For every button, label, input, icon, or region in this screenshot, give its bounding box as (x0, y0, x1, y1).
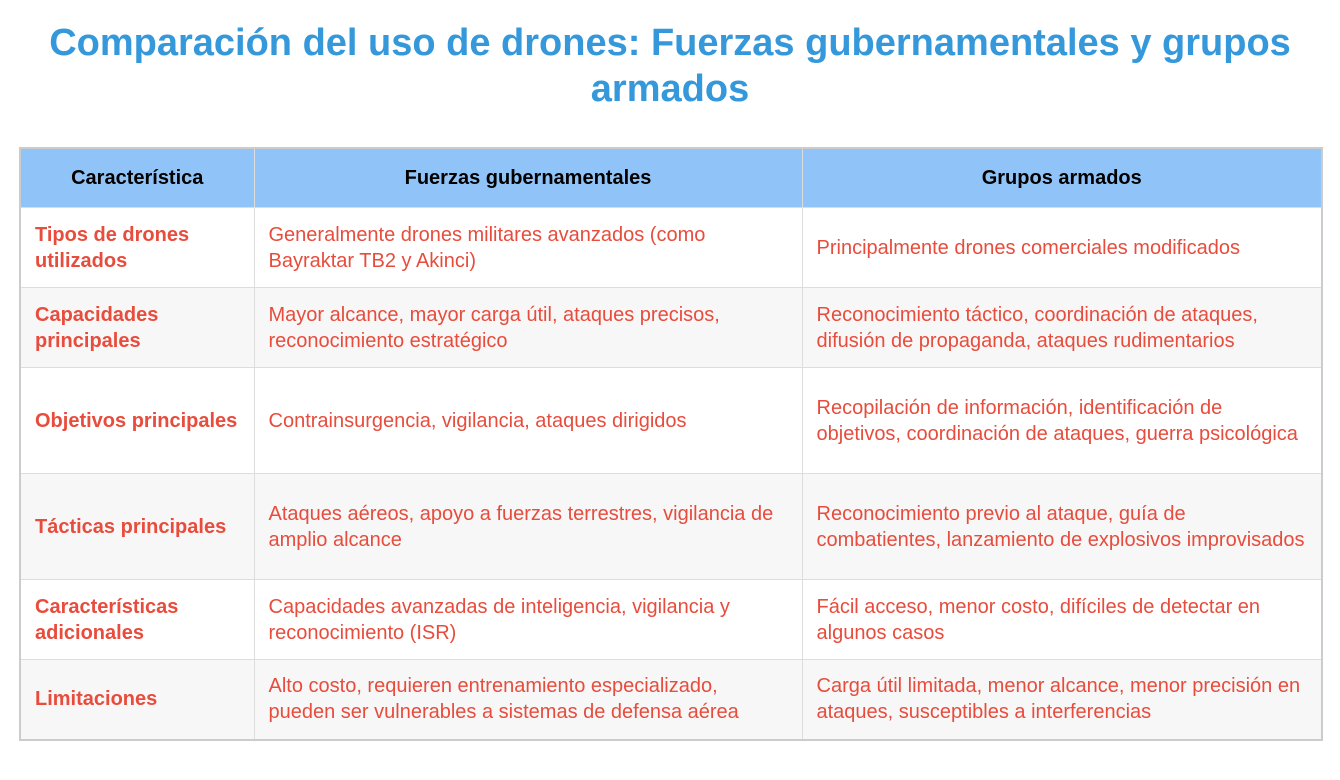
table-row (20, 660, 1322, 740)
gov-cell: Generalmente drones militares avanzados (como Bayraktar TB2 y Akinci) (254, 208, 802, 288)
armed-cell: Fácil acceso, menor costo, difíciles de detectar en algunos casos (802, 580, 1322, 660)
table-row (20, 288, 1322, 368)
table-row (20, 580, 1322, 660)
armed-cell: Carga útil limitada, menor alcance, menor precisión en ataques, susceptibles a interferencias (802, 660, 1322, 740)
header-row (20, 148, 1322, 208)
gov-cell: Mayor alcance, mayor carga útil, ataques precisos, reconocimiento estratégico (254, 288, 802, 368)
armed-cell: Reconocimiento táctico, coordinación de ataques, difusión de propaganda, ataques rudimentarios (802, 288, 1322, 368)
table-row (20, 474, 1322, 580)
armed-cell: Principalmente drones comerciales modificados (802, 208, 1322, 288)
comparison-table (19, 147, 1323, 741)
gov-cell: Capacidades avanzadas de inteligencia, vigilancia y reconocimiento (ISR) (254, 580, 802, 660)
feature-cell: Capacidades principales (20, 288, 254, 368)
page-title: Comparación del uso de drones: Fuerzas gubernamentales y grupos armados (49, 22, 1291, 110)
armed-cell: Recopilación de información, identificación de objetivos, coordinación de ataques, guerra psicológica (802, 368, 1322, 474)
gov-cell: Contrainsurgencia, vigilancia, ataques dirigidos (254, 368, 802, 474)
table-body (20, 208, 1322, 740)
feature-cell: Limitaciones (20, 660, 254, 740)
feature-cell: Tipos de drones utilizados (20, 208, 254, 288)
table-row (20, 368, 1322, 474)
armed-cell: Reconocimiento previo al ataque, guía de combatientes, lanzamiento de explosivos improvisados (802, 474, 1322, 580)
feature-cell: Objetivos principales (20, 368, 254, 474)
feature-cell: Tácticas principales (20, 474, 254, 580)
table-header (20, 148, 1322, 208)
header-cell-grupos-armados: Grupos armados (802, 148, 1322, 208)
comparison-table-container (19, 147, 1321, 741)
header-cell-caracteristica: Característica (20, 148, 254, 208)
feature-cell: Características adicionales (20, 580, 254, 660)
header-cell-fuerzas-gubernamentales: Fuerzas gubernamentales (254, 148, 802, 208)
gov-cell: Alto costo, requieren entrenamiento especializado, pueden ser vulnerables a sistemas de defensa aérea (254, 660, 802, 740)
table-row (20, 208, 1322, 288)
gov-cell: Ataques aéreos, apoyo a fuerzas terrestres, vigilancia de amplio alcance (254, 474, 802, 580)
